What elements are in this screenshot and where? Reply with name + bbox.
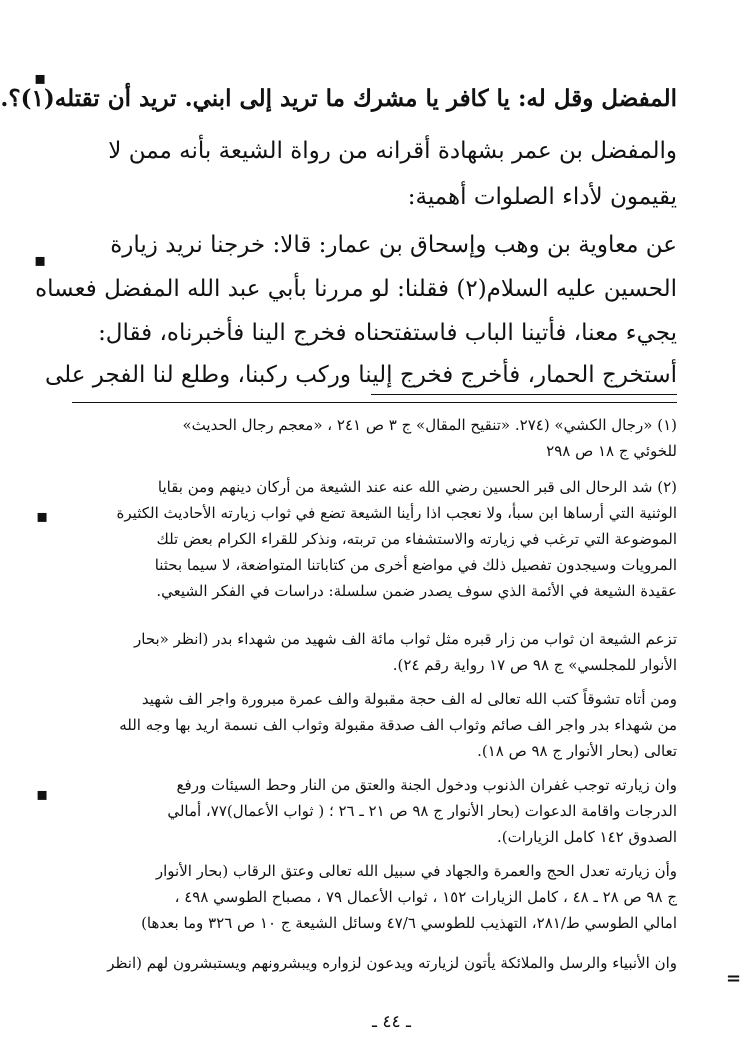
footnote-2-line-4: المرويات وسيجدون تفصيل ذلك في مواضع أخرى من كتاباتنا المتواضعة، لا سيما بحثنا	[154, 556, 677, 574]
margin-mark: ▪	[34, 68, 47, 89]
footnote-2-line-7: الأنوار للمجلسي» ج ٩٨ ص ١٧ رواية رقم ٢٤).	[392, 656, 677, 674]
main-line-5: الحسين عليه السلام(٢) فقلنا: لو مررنا بأبي عبد الله المفضل فعساه	[35, 276, 677, 302]
footnote-2-line-11: وان زيارته توجب غفران الذنوب ودخول الجنة والعتق من النار وحط السيئات ورفع	[176, 776, 677, 794]
footnote-2-line-5: عقيدة الشيعة في الأئمة الذي سوف يصدر ضمن سلسلة: دراسات في الفكر الشيعي.	[156, 582, 677, 600]
footnote-2-line-12: الدرجات واقامة الدعوات (بحار الأنوار ج ٩٨ ص ٢١ ـ ٢٦ ؛ ( ثواب الأعمال)٧٧، أمالي	[167, 802, 677, 820]
footnote-2-line-15: ج ٩٨ ص ٢٨ ـ ٤٨ ، كامل الزيارات ١٥٢ ، ثواب الأعمال ٧٩ ، مصباح الطوسي ٤٩٨ ،	[174, 888, 677, 906]
footnote-2-line-17: وان الأنبياء والرسل والملائكة يأتون لزيارته ويدعون لزواره ويبشرونهم ويستبشرون لهم (انظر	[107, 954, 677, 972]
footnote-separator	[72, 402, 677, 403]
footnote-2-line-13: الصدوق ١٤٢ كامل الزيارات).	[496, 828, 677, 846]
footnote-2-line-10: تعالى (بحار الأنوار ج ٩٨ ص ١٨).	[477, 742, 677, 760]
main-line-2: والمفضل بن عمر بشهادة أقرانه من رواة الشيعة بأنه ممن لا	[108, 138, 677, 164]
footnote-2-line-6: تزعم الشيعة ان ثواب من زار قبره مثل ثواب مائة الف شهيد من شهداء بدر (انظر «بحار	[134, 630, 677, 648]
page-number: ـ ٤٤ ـ	[371, 1012, 412, 1032]
footnote-2-line-8: ومن أتاه تشوقاً كتب الله تعالى له الف حجة مقبولة والف عمرة مبرورة واجر الف شهيد	[141, 690, 677, 708]
underline	[371, 394, 677, 395]
footnote-2-line-2: الوثنية التي أرساها ابن سبأ، ولا نعجب اذا رأينا الشيعة تضع في ثواب زيارته الأحاديث الكثيرة	[116, 504, 677, 522]
margin-mark: ▪	[34, 250, 47, 271]
main-line-1: المفضل وقل له: يا كافر يا مشرك ما تريد إلى ابني. تريد أن تقتله(١)؟.	[0, 85, 677, 112]
margin-mark: ▪	[36, 784, 49, 805]
main-line-7: أستخرج الحمار، فأخرج فخرج إلينا وركب ركبنا، وطلع لنا الفجر على	[44, 362, 677, 388]
margin-mark: =	[726, 968, 742, 989]
footnote-2-line-9: من شهداء بدر واجر الف صائم وثواب الف صدقة مقبولة وثواب الف نسمة اريد بها وجه الله	[119, 716, 677, 734]
main-line-6: يجيء معنا، فأتينا الباب فاستفتحناه فخرج الينا فأخبرناه، فقال:	[98, 320, 677, 346]
main-line-3: يقيمون لأداء الصلوات أهمية:	[407, 184, 677, 210]
footnote-1-line-1: (١) «رجال الكشي» (٢٧٤. «تنقيح المقال» ج ٣ ص ٢٤١ ، «معجم رجال الحديث»	[182, 416, 677, 434]
footnote-2-line-14: وأن زيارته تعدل الحج والعمرة والجهاد في سبيل الله تعالى وعتق الرقاب (بحار الأنوار	[155, 862, 677, 880]
footnote-2-line-3: الموضوعة التي ترغب في زيارته والاستشفاء من تربته، ونذكر للقراء الكرام بعض تلك	[156, 530, 677, 548]
main-line-4: عن معاوية بن وهب وإسحاق بن عمار: قالا: خرجنا نريد زيارة	[110, 232, 677, 258]
footnote-1-line-2: للخوئي ج ١٨ ص ٢٩٨	[546, 442, 677, 460]
footnote-2-line-1: (٢) شد الرحال الى قبر الحسين رضي الله عنه عند الشيعة من أركان دينهم ومن بقايا	[157, 478, 677, 496]
footnote-2-line-16: امالي الطوسي ط/٢٨١، التهذيب للطوسي ٤٧/٦ وسائل الشيعة ج ١٠ ص ٣٢٦ وما بعدها)	[141, 914, 677, 932]
margin-mark: ▪	[36, 506, 49, 527]
